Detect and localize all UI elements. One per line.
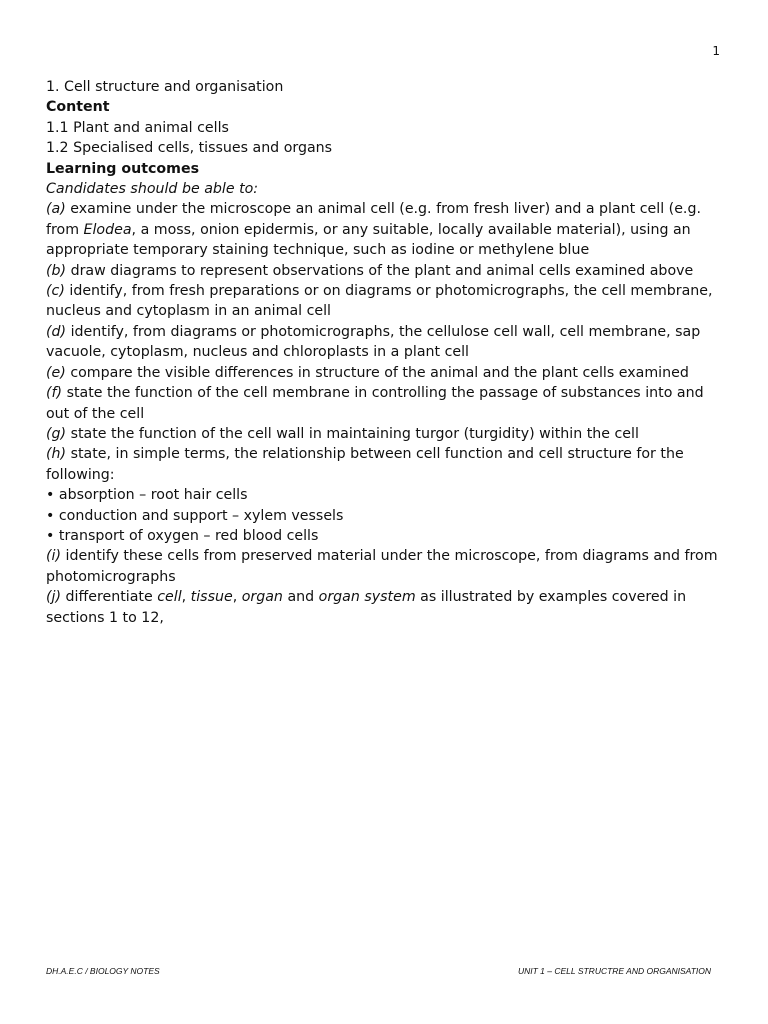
separator: , xyxy=(181,589,191,606)
bullet-item: • conduction and support – xylem vessels xyxy=(46,507,344,524)
content-item: 1.2 Specialised cells, tissues and organs xyxy=(46,140,333,157)
candidates-intro: Candidates should be able to: xyxy=(46,181,259,198)
outcome-label: (c) xyxy=(46,283,65,300)
learning-outcomes-heading: Learning outcomes xyxy=(46,160,200,177)
outcome-a xyxy=(46,199,726,260)
bullet-item: • transport of oxygen – red blood cells xyxy=(46,527,319,544)
outcome-label: (g) xyxy=(46,425,67,442)
outcome-i xyxy=(46,546,726,587)
document-body xyxy=(46,77,726,628)
term-tissue: tissue xyxy=(190,589,233,606)
outcome-text: examine under the microscope an animal cell (e.g. from fresh liver) and a plant cell (e.g. from xyxy=(46,201,701,238)
content-item: 1.1 Plant and animal cells xyxy=(46,119,229,136)
outcome-label: (d) xyxy=(46,323,67,340)
term-cell: cell xyxy=(157,589,182,606)
outcome-text: identify these cells from preserved material under the microscope, from diagrams and from photomicrographs xyxy=(46,548,718,585)
outcome-label: (a) xyxy=(46,201,66,218)
outcome-f xyxy=(46,383,726,424)
outcome-label: (e) xyxy=(46,364,66,381)
outcome-italic-term: Elodea xyxy=(83,221,132,238)
content-heading: Content xyxy=(46,99,110,116)
term-organ-system: organ system xyxy=(318,589,416,606)
outcome-label: (f) xyxy=(46,385,63,402)
outcome-b xyxy=(46,261,726,281)
outcome-e xyxy=(46,363,726,383)
outcome-label: (h) xyxy=(46,446,67,463)
outcome-label: (i) xyxy=(46,548,62,565)
outcome-d xyxy=(46,322,726,363)
outcome-text: and xyxy=(282,589,319,606)
outcome-j xyxy=(46,587,726,628)
bullet-item: • absorption – root hair cells xyxy=(46,487,248,504)
outcome-text: differentiate xyxy=(61,589,158,606)
term-organ: organ xyxy=(241,589,283,606)
page-number: 1 xyxy=(712,44,720,58)
outcome-text: identify, from diagrams or photomicrographs, the cellulose cell wall, cell membrane, sap vacuole, cytoplasm, nucleus and chloroplasts in a plant cell xyxy=(46,323,701,361)
outcome-text: as illustrated by examples covered in sections 1 to 12, xyxy=(46,589,687,626)
outcome-text: state the function of the cell membrane in controlling the passage of substances into and out of the cell xyxy=(46,385,704,422)
section-title: 1. Cell structure and organisation xyxy=(46,79,284,95)
outcome-g xyxy=(46,424,726,444)
outcome-text: compare the visible differences in structure of the animal and the plant cells examined xyxy=(65,364,689,381)
outcome-text: state the function of the cell wall in maintaining turgor (turgidity) within the cell xyxy=(66,425,639,442)
outcome-text: draw diagrams to represent observations of the plant and animal cells examined above xyxy=(66,262,694,279)
outcome-h xyxy=(46,444,726,485)
outcome-c xyxy=(46,281,726,322)
outcome-label: (b) xyxy=(46,262,67,279)
separator: , xyxy=(232,589,242,606)
footer-right: UNIT 1 – CELL STRUCTRE AND ORGANISATION xyxy=(517,966,711,976)
outcome-text: , a moss, onion epidermis, or any suitable, locally available material), using an appropriate temporary staining technique, such as iodine or methylene blue xyxy=(46,221,691,259)
outcome-label: (j) xyxy=(46,589,62,606)
outcome-text: identify, from fresh preparations or on diagrams or photomicrographs, the cell membrane, nucleus and cytoplasm in an animal cell xyxy=(46,283,713,320)
footer-left: DH.A.E.C / BIOLOGY NOTES xyxy=(46,966,160,976)
outcome-text: state, in simple terms, the relationship between cell function and cell structure for the following: xyxy=(46,446,684,483)
